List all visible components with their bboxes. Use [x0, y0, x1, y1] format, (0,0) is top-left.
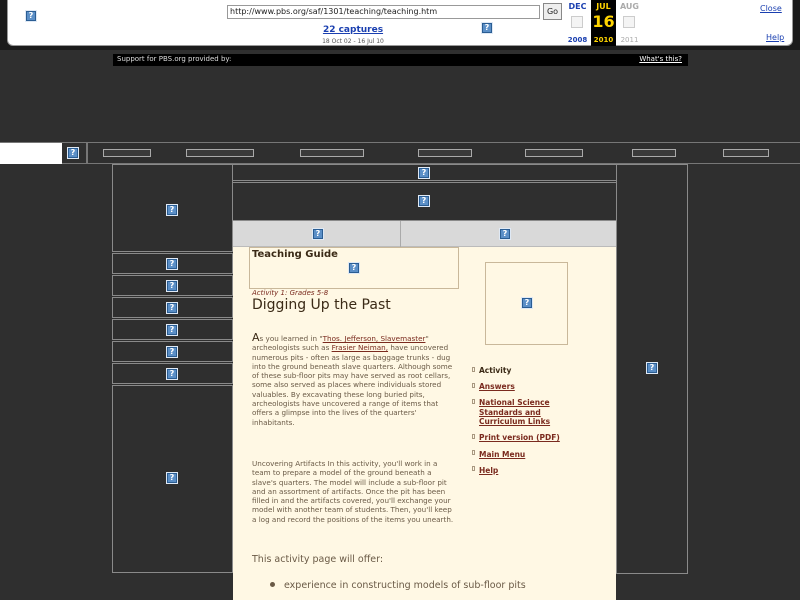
- pbs-logo-area[interactable]: [0, 143, 62, 164]
- broken-image-icon: ?: [166, 472, 178, 484]
- nav-item[interactable]: [300, 149, 364, 157]
- intro-paragraph: [252, 333, 457, 427]
- broken-image-icon[interactable]: ?: [499, 228, 511, 240]
- activity-paragraph: Uncovering Artifacts In this activity, you'll work in a team to prepare a model of the ground beneath a slave's quarters. The model will include a sub-floor pit and an assortment of artifacts. Once the pit has been filled in and the artifacts covered, you'll exchange your model with another team of students. Then, you'll keep a log and record the positions of the items you unearth.: [252, 459, 454, 524]
- wayback-current-column: [591, 0, 616, 46]
- wayback-current-year: 2010: [593, 36, 614, 44]
- whats-this-link[interactable]: What's this?: [639, 55, 682, 63]
- sidebar-link-standards[interactable]: National Science Standards and Curriculum Links: [479, 398, 551, 426]
- intro-text: s you learned in ": [259, 334, 323, 343]
- broken-image-icon: ?: [481, 22, 493, 34]
- wayback-captures-link[interactable]: 22 captures: [322, 25, 384, 35]
- support-bar: [113, 54, 688, 66]
- broken-image-icon[interactable]: ?: [166, 258, 178, 270]
- page-title: Digging Up the Past: [252, 297, 391, 313]
- wayback-close-link[interactable]: Close: [760, 4, 782, 13]
- sidebar-marker: [472, 367, 475, 372]
- jefferson-link[interactable]: Thos. Jefferson, Slavemaster: [322, 334, 426, 343]
- nav-divider: [86, 143, 88, 164]
- sidebar-marker: [472, 434, 475, 439]
- content-tabs: [233, 221, 616, 247]
- broken-image-icon: ?: [25, 10, 37, 22]
- wayback-go-button[interactable]: Go: [543, 3, 562, 20]
- wayback-panel: [7, 0, 793, 46]
- wayback-prev-month[interactable]: DEC: [568, 2, 587, 11]
- broken-image-icon: ?: [418, 195, 430, 207]
- sidebar-link-help[interactable]: Help: [479, 466, 499, 475]
- sidebar-link-answers[interactable]: Answers: [479, 382, 515, 391]
- nav-item[interactable]: [103, 149, 151, 157]
- sidebar-marker: [472, 383, 475, 388]
- wayback-prev-column[interactable]: [565, 0, 590, 46]
- sidebar-link-main-menu[interactable]: Main Menu: [479, 450, 526, 459]
- nav-item[interactable]: [723, 149, 769, 157]
- drop-cap: A: [252, 331, 260, 344]
- wayback-next-month: AUG: [619, 2, 639, 11]
- support-text: Support for PBS.org provided by:: [117, 55, 232, 63]
- nav-item[interactable]: [632, 149, 676, 157]
- tab-divider: [400, 221, 401, 247]
- broken-image-icon: ?: [166, 204, 178, 216]
- wayback-prev-year[interactable]: 2008: [567, 36, 588, 44]
- wayback-toolbar: [0, 0, 800, 50]
- broken-image-icon[interactable]: ?: [312, 228, 324, 240]
- pbs-nav-bar: [0, 142, 800, 164]
- wayback-current-day: 16: [592, 12, 615, 31]
- offer-heading: This activity page will offer:: [252, 554, 384, 565]
- nav-item[interactable]: [186, 149, 254, 157]
- sidebar-marker: [472, 466, 475, 471]
- sidebar-link-print[interactable]: Print version (PDF): [479, 433, 560, 442]
- intro-text: " archeologists such as: [252, 334, 429, 353]
- wayback-next-year: 2011: [620, 36, 639, 44]
- wayback-next-day-box: [623, 16, 635, 28]
- wayback-prev-day-box: [571, 16, 583, 28]
- wayback-current-month: JUL: [596, 2, 611, 11]
- offer-bullet: experience in constructing models of sub-floor pits: [284, 580, 526, 591]
- neiman-link[interactable]: Frasier Neiman,: [331, 343, 389, 353]
- sidebar-marker: [472, 450, 475, 455]
- nav-item[interactable]: [525, 149, 583, 157]
- broken-image-icon: ?: [646, 362, 658, 374]
- section-title: Teaching Guide: [252, 249, 338, 260]
- broken-image-icon[interactable]: ?: [166, 368, 178, 380]
- broken-image-icon: ?: [348, 262, 360, 274]
- broken-image-icon[interactable]: ?: [166, 302, 178, 314]
- wayback-next-column: [617, 0, 642, 46]
- broken-image-icon[interactable]: ?: [67, 147, 79, 159]
- broken-image-icon[interactable]: ?: [166, 324, 178, 336]
- wayback-url-input[interactable]: http://www.pbs.org/saf/1301/teaching/teaching.htm: [227, 5, 540, 19]
- wayback-capture-range: 18 Oct 02 - 16 Jul 10: [322, 38, 384, 45]
- broken-image-icon: ?: [521, 297, 533, 309]
- nav-item[interactable]: [418, 149, 472, 157]
- intro-text: have uncovered numerous pits - often as large as baggage trunks - dug into the ground beneath slave quarters. Although some of these sub-floor pits may have served as root cellars, some also served as places where individuals stored valuables. By excavating these long buried pits, archeologists have uncovered a range of items that offers a glimpse into the lives of the quarters' inhabitants.: [252, 343, 453, 427]
- broken-image-icon[interactable]: ?: [166, 280, 178, 292]
- broken-image-icon: ?: [418, 167, 430, 179]
- bullet-dot: [270, 582, 275, 587]
- broken-image-icon[interactable]: ?: [166, 346, 178, 358]
- activity-kicker: Activity 1: Grades 5-8: [252, 289, 329, 297]
- sidebar-marker: [472, 399, 475, 404]
- sidebar-current-activity: Activity: [479, 366, 512, 375]
- wayback-help-link[interactable]: Help: [766, 33, 785, 42]
